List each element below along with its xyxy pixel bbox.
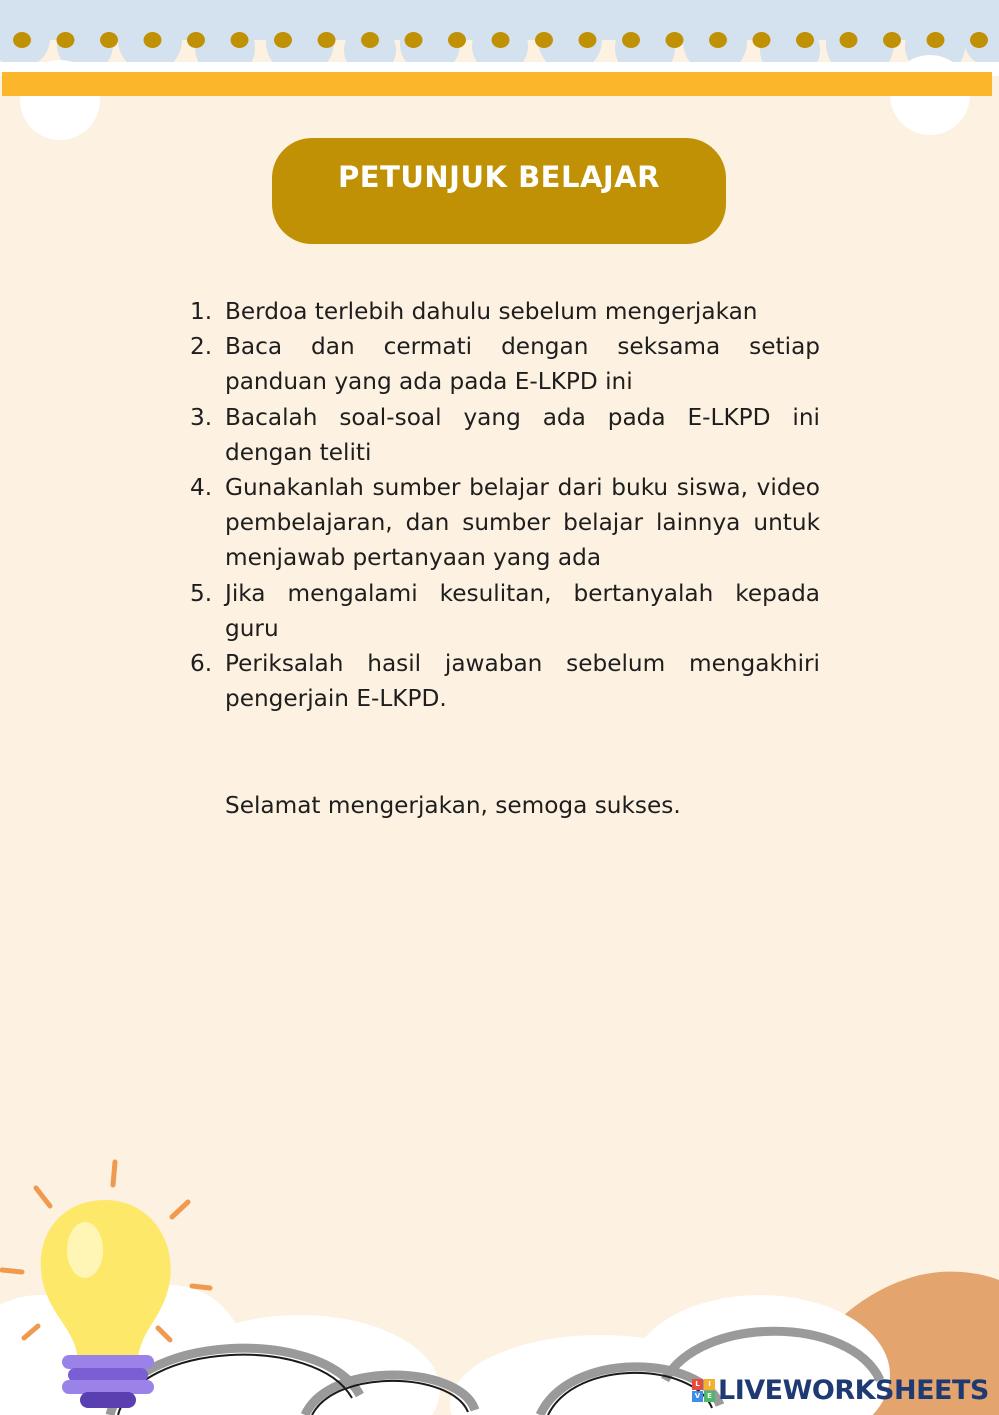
border-dot (361, 32, 379, 48)
white-cloud-strip (0, 55, 999, 140)
list-item-number: 4. (190, 474, 213, 502)
list-item-text: Bacalah soal-soal yang ada pada E-LKPD ini dengan teliti (225, 403, 820, 466)
border-dot (231, 32, 249, 48)
top-decoration (0, 0, 999, 140)
border-dot (927, 32, 945, 48)
border-dot (13, 32, 31, 48)
list-item (186, 329, 820, 399)
border-dot (274, 32, 292, 48)
instruction-list (186, 294, 820, 716)
border-dot (753, 32, 771, 48)
closing-message: Selamat mengerjakan, semoga sukses. (225, 792, 681, 819)
list-item (186, 576, 820, 646)
border-dot (144, 32, 162, 48)
border-dot (796, 32, 814, 48)
border-dot (405, 32, 423, 48)
list-item-text: Gunakanlah sumber belajar dari buku siswa, video pembelajaran, dan sumber belajar lainnya untuk menjawab pertanyaan yang ada (225, 474, 820, 572)
list-item-text: Baca dan cermati dengan seksama setiap panduan yang ada pada E-LKPD ini (225, 333, 820, 396)
border-dot (448, 32, 466, 48)
list-item (186, 400, 820, 470)
list-item-number: 3. (190, 403, 213, 431)
list-item-number: 6. (190, 650, 213, 678)
watermark-text: LIVEWORKSHEETS (718, 1374, 989, 1406)
list-item-text: Berdoa terlebih dahulu sebelum mengerjakan (225, 298, 758, 325)
border-dot (100, 32, 118, 48)
border-dot (57, 32, 75, 48)
list-item (186, 294, 820, 329)
list-item-number: 2. (190, 333, 213, 361)
liveworksheets-watermark[interactable] (692, 1373, 989, 1407)
border-dot (318, 32, 336, 48)
list-item (186, 470, 820, 576)
border-dot (883, 32, 901, 48)
orange-bar (2, 72, 992, 96)
liveworksheets-logo-icon: L I V E (692, 1379, 715, 1402)
list-item-text: Jika mengalami kesulitan, bertanyalah kepada guru (225, 579, 820, 642)
border-dot (666, 32, 684, 48)
border-dot (535, 32, 553, 48)
border-dot (709, 32, 727, 48)
border-dot (492, 32, 510, 48)
border-dot (840, 32, 858, 48)
border-dot (187, 32, 205, 48)
list-item-text: Periksalah hasil jawaban sebelum mengakhiri pengerjain E-LKPD. (225, 650, 820, 713)
border-dot (970, 32, 988, 48)
border-dot (622, 32, 640, 48)
border-dot (579, 32, 597, 48)
page-title: PETUNJUK BELAJAR (338, 160, 660, 194)
list-item-number: 5. (190, 579, 213, 607)
list-item (186, 646, 820, 716)
list-item-number: 1. (190, 298, 213, 325)
